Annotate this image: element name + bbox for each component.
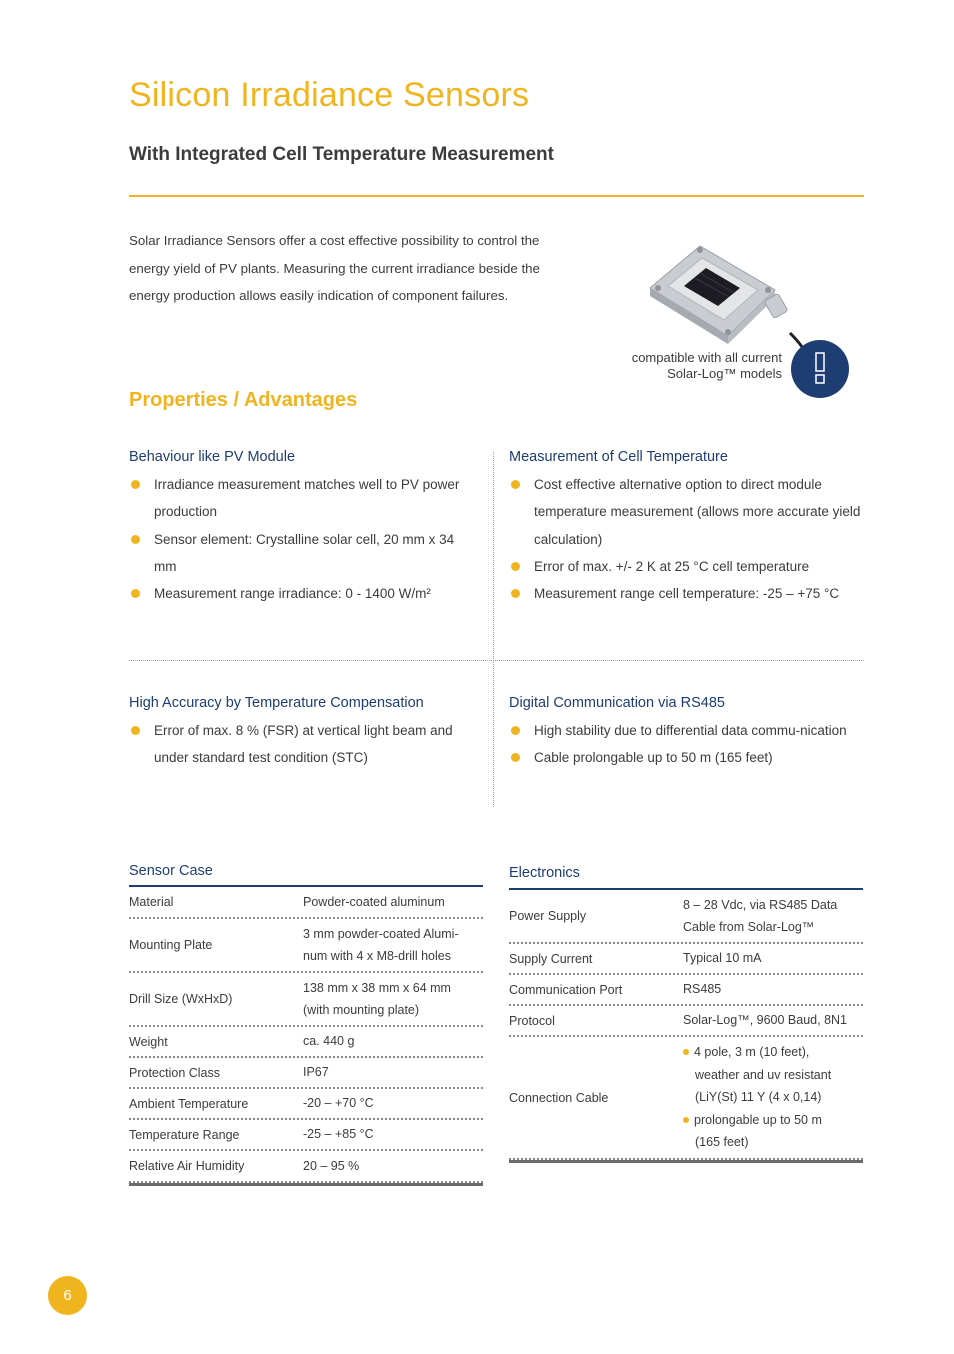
bullet-icon	[683, 1049, 689, 1055]
info-icon	[791, 340, 849, 398]
electronics-table	[509, 888, 863, 1163]
table-row: Ambient Temperature -20 – +70 °C	[129, 1089, 483, 1120]
list-item: Measurement range cell temperature: -25 – +75 °C	[509, 580, 867, 607]
list-item: Cable prolongable up to 50 m (165 feet)	[509, 744, 857, 771]
section-accuracy	[129, 695, 474, 772]
electronics-heading: Electronics	[509, 865, 580, 881]
list-item: Error of max. +/- 2 K at 25 °C cell temperature	[509, 553, 867, 580]
column-divider	[493, 452, 494, 807]
compat-line-2: Solar-Log™ models	[667, 366, 782, 381]
section-cell-temperature	[509, 449, 867, 607]
page-subtitle: With Integrated Cell Temperature Measurement	[129, 144, 554, 165]
table-row: Weight ca. 440 g	[129, 1027, 483, 1058]
compatibility-note	[590, 350, 782, 382]
page-number: 6	[48, 1276, 87, 1315]
sensor-case-heading: Sensor Case	[129, 863, 213, 879]
section-communication	[509, 695, 857, 772]
section-title: Measurement of Cell Temperature	[509, 449, 728, 465]
table-row: Power Supply 8 – 28 Vdc, via RS485 Data Cable from Solar-Log™	[509, 890, 863, 944]
list-item: High stability due to differential data commu-nication	[509, 717, 857, 744]
table-row: Relative Air Humidity 20 – 95 %	[129, 1151, 483, 1183]
table-row: Communication Port RS485	[509, 975, 863, 1006]
table-row: Temperature Range -25 – +85 °C	[129, 1120, 483, 1151]
table-row: Mounting Plate 3 mm powder-coated Alumi- num with 4 x M8-drill holes	[129, 919, 483, 973]
section-title: High Accuracy by Temperature Compensation	[129, 695, 424, 711]
bullet-icon	[683, 1117, 689, 1123]
table-row: Supply Current Typical 10 mA	[509, 944, 863, 975]
properties-heading: Properties / Advantages	[129, 389, 358, 411]
title-rule	[129, 195, 864, 197]
section-title: Behaviour like PV Module	[129, 449, 296, 465]
sensor-case-table	[129, 885, 483, 1186]
table-row: Protocol Solar-Log™, 9600 Baud, 8N1	[509, 1006, 863, 1037]
list-item: Measurement range irradiance: 0 - 1400 W/m²	[129, 580, 474, 607]
table-row: Protection Class IP67	[129, 1058, 483, 1089]
table-row: Drill Size (WxHxD) 138 mm x 38 mm x 64 mm (with mounting plate)	[129, 973, 483, 1027]
list-item: Sensor element: Crystalline solar cell, 20 mm x 34 mm	[129, 526, 474, 581]
row-divider	[129, 660, 864, 661]
intro-paragraph: Solar Irradiance Sensors offer a cost effective possibility to control the energy yield of PV plants. Measuring the current irradiance beside the energy production allows easily indication of component failures.	[129, 233, 540, 303]
list-item: Irradiance measurement matches well to PV power production	[129, 471, 474, 526]
compat-line-1: compatible with all current	[631, 350, 782, 365]
table-row: Connection Cable 4 pole, 3 m (10 feet), weather and uv resistant (LiY(St) 11 Y (4 x 0,14) prolongable up to 50 m (165 feet)	[509, 1037, 863, 1160]
list-item: Error of max. 8 % (FSR) at vertical light beam and under standard test condition (STC)	[129, 717, 474, 772]
section-behaviour	[129, 449, 474, 607]
section-title: Digital Communication via RS485	[509, 695, 725, 711]
list-item: Cost effective alternative option to direct module temperature measurement (allows more accurate yield calculation)	[509, 471, 867, 553]
page-title: Silicon Irradiance Sensors	[129, 76, 530, 114]
table-row: Material Powder-coated aluminum	[129, 887, 483, 919]
